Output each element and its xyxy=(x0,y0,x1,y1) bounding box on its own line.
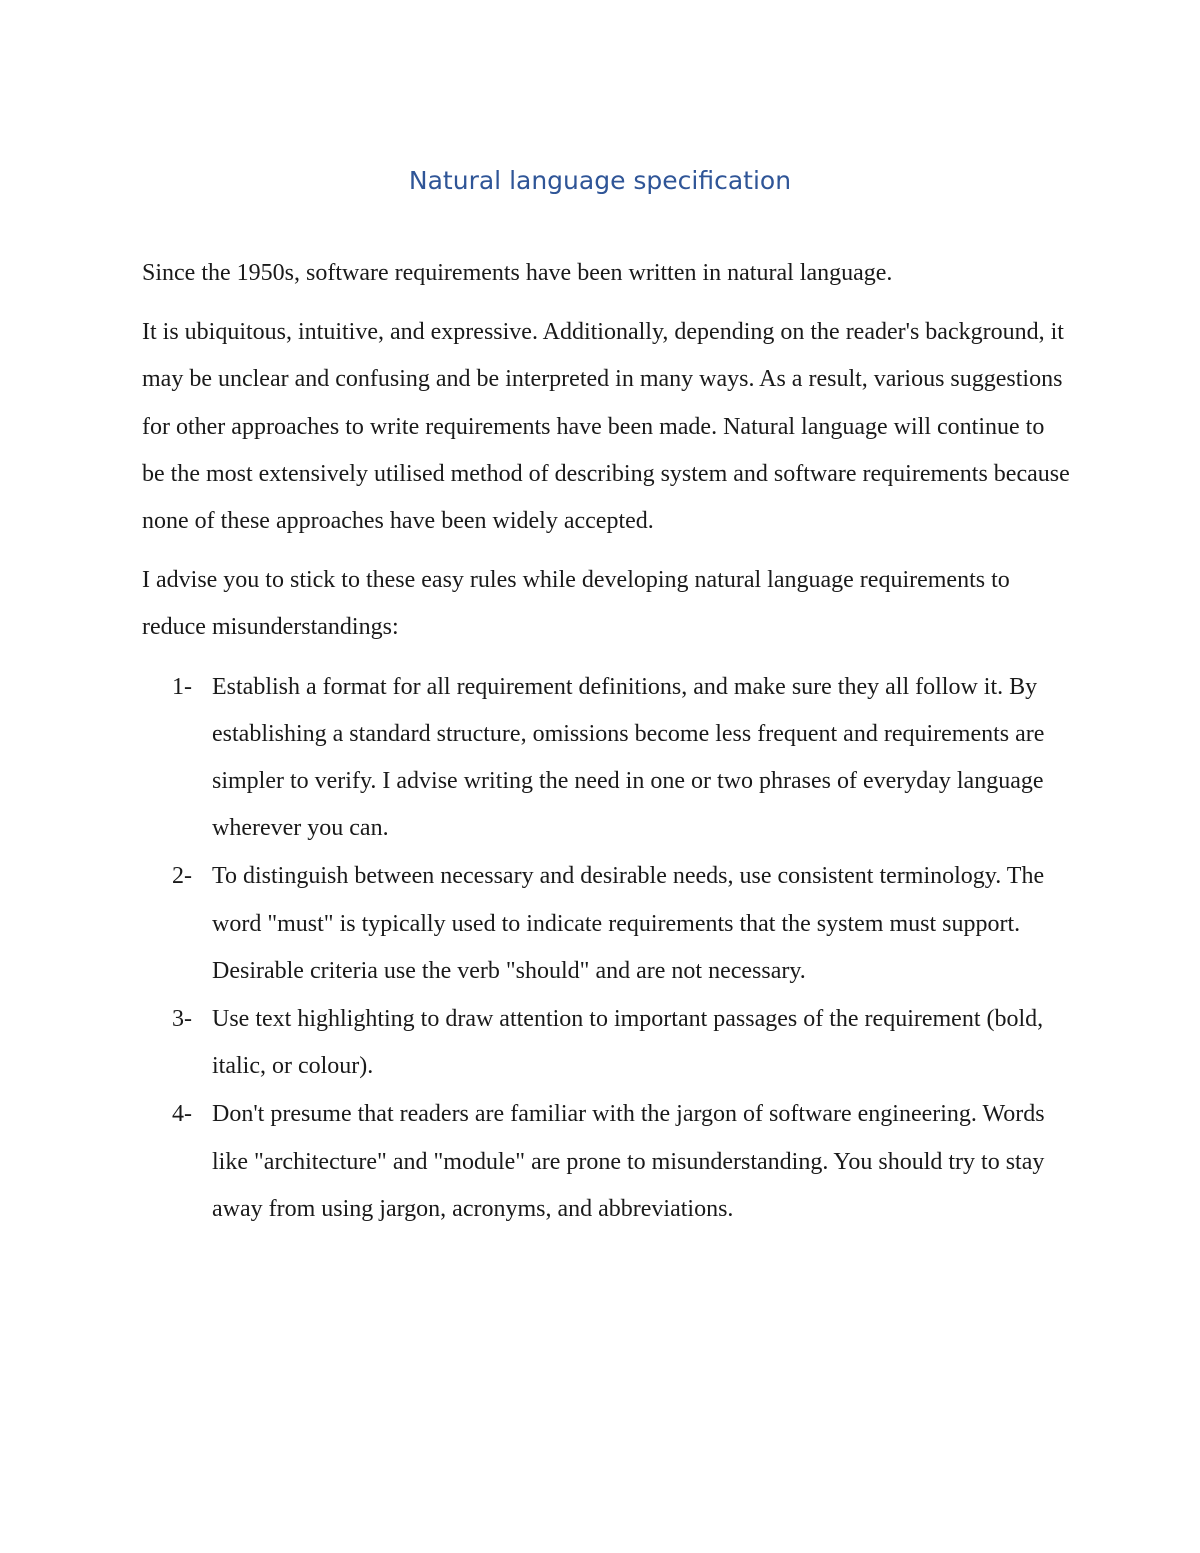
page-title: Natural language specification xyxy=(408,166,792,195)
list-item xyxy=(142,664,1072,853)
list-item xyxy=(142,996,1072,1090)
list-item-number: 3- xyxy=(172,1006,192,1033)
document-body xyxy=(142,250,1072,1234)
list-item-text: Use text highlighting to draw attention to important passages of the requirement (bold, italic, or colour). xyxy=(212,1006,1044,1080)
rules-list xyxy=(142,664,1072,1233)
intro-paragraph: Since the 1950s, software requirements have been written in natural language. xyxy=(142,260,893,286)
list-item-number: 4- xyxy=(172,1101,192,1128)
list-item-text: Establish a format for all requirement definitions, and make sure they all follow it. By establishing a standard structure, omissions become less frequent and requirements are simpler to verify. I advise writing the need in one or two phrases of everyday language wherever you can. xyxy=(212,673,1045,842)
list-item-text: Don't presume that readers are familiar with the jargon of software engineering. Words like "architecture" and "module" are prone to misunderstanding. You should try to stay away from using jargon, acronyms, and abbreviations. xyxy=(212,1101,1045,1222)
list-item-number: 2- xyxy=(172,863,192,890)
context-paragraph: It is ubiquitous, intuitive, and expressive. Additionally, depending on the reader's background, it may be unclear and confusing and be interpreted in many ways. As a result, various suggestions for other approaches to write requirements have been made. Natural language will continue to be the most extensively utilised method of describing system and software requirements because none of these approaches have been widely accepted. xyxy=(142,319,1070,535)
list-item-number: 1- xyxy=(172,673,192,700)
advice-paragraph: I advise you to stick to these easy rules while developing natural language requirements to reduce misunderstandings: xyxy=(142,567,1010,641)
list-item xyxy=(142,853,1072,995)
list-item xyxy=(142,1091,1072,1233)
list-item-text: To distinguish between necessary and desirable needs, use consistent terminology. The word "must" is typically used to indicate requirements that the system must support. Desirable criteria use the verb "should" and are not necessary. xyxy=(212,863,1045,984)
